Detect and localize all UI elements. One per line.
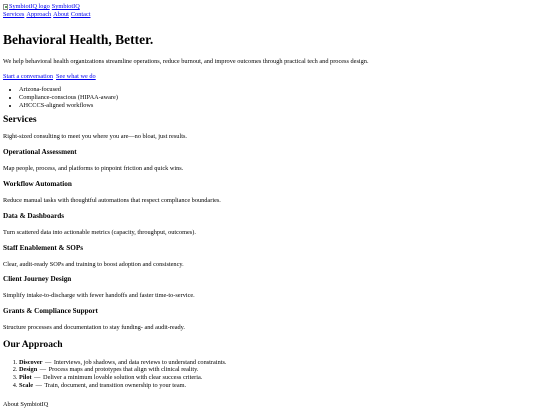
service-title: Workflow Automation: [3, 180, 72, 189]
step-separator: —: [39, 366, 47, 374]
approach-step: [19, 366, 537, 374]
approach-section: [3, 340, 537, 390]
brand-row: [3, 3, 537, 11]
approach-step: [19, 382, 537, 390]
approach-step: [19, 359, 537, 367]
nav-link-approach[interactable]: Approach: [26, 10, 52, 18]
broken-image-icon: [3, 4, 8, 10]
service-card: [3, 308, 537, 332]
service-description: Map people, process, and platforms to pinpoint friction and quick wins.: [3, 165, 184, 173]
logo-alt-text: SymbiotIQ logo: [9, 3, 50, 10]
badge-item: • Arizona-focused: [19, 86, 537, 94]
step-separator: —: [45, 358, 52, 366]
service-title: Operational Assessment: [3, 148, 77, 157]
logo-link[interactable]: [3, 3, 50, 11]
hero-title: Behavioral Health, Better.: [3, 31, 154, 47]
service-card: [3, 276, 537, 300]
service-description: Clear, audit-ready SOPs and training to boost adoption and consistency.: [3, 260, 184, 268]
badge-item: • AHCCCS-aligned workflows: [19, 102, 537, 110]
badge-list: [3, 86, 537, 110]
hero-section: [3, 33, 537, 110]
nav-link-about[interactable]: About: [53, 10, 69, 18]
service-card: [3, 213, 537, 237]
approach-steps: [3, 359, 537, 390]
nav-link-contact[interactable]: Contact: [70, 10, 91, 18]
site-header: [3, 3, 537, 19]
approach-title: Our Approach: [3, 338, 63, 350]
step-text: Train, document, and transition ownership to your team.: [44, 382, 187, 390]
services-intro: Right-sized consulting to meet you where you are—no bloat, just results.: [3, 133, 187, 141]
service-description: Turn scattered data into actionable metrics (capacity, throughput, outcomes).: [3, 228, 196, 236]
service-description: Reduce manual tasks with thoughtful automations that respect compliance boundaries.: [3, 196, 221, 204]
page: [3, 3, 537, 408]
service-title: Grants & Compliance Support: [3, 307, 98, 316]
see-what-we-do-link[interactable]: See what we do: [56, 73, 96, 81]
service-title: Client Journey Design: [3, 275, 72, 284]
step-name: Pilot: [19, 374, 32, 382]
step-text: Interviews, job shadows, and data reviews to understand constraints.: [53, 358, 227, 366]
step-text: Deliver a minimum lovable solution with clear success criteria.: [43, 374, 203, 382]
main-nav: [3, 11, 537, 19]
step-separator: —: [34, 374, 41, 382]
start-conversation-link[interactable]: Start a conversation: [3, 73, 54, 81]
service-card: [3, 181, 537, 205]
services-section: [3, 115, 537, 332]
hero-subtitle: We help behavioral health organizations streamline operations, reduce burnout, and improve outcomes through practical tech and process design.: [3, 57, 369, 65]
service-description: Simplify intake-to-discharge with fewer handoffs and faster time-to-service.: [3, 292, 195, 300]
step-name: Scale: [19, 382, 33, 390]
brand-name-link[interactable]: SymbiotIQ: [51, 3, 80, 10]
service-card: [3, 245, 537, 269]
step-name: Design: [19, 366, 38, 374]
services-title: Services: [3, 113, 37, 125]
next-section-heading-partial: About SymbiotIQ: [3, 400, 49, 408]
service-card: [3, 149, 537, 173]
step-text: Process maps and prototypes that align with clinical reality.: [48, 366, 199, 374]
approach-step: [19, 374, 537, 382]
badge-item: • Compliance-conscious (HIPAA-aware): [19, 94, 537, 102]
cta-row: [3, 73, 537, 81]
step-name: Discover: [19, 358, 43, 366]
service-title: Staff Enablement & SOPs: [3, 243, 84, 252]
service-description: Structure processes and documentation to stay funding- and audit-ready.: [3, 324, 185, 332]
step-separator: —: [35, 382, 42, 390]
nav-link-services[interactable]: Services: [3, 10, 25, 18]
service-title: Data & Dashboards: [3, 211, 65, 220]
